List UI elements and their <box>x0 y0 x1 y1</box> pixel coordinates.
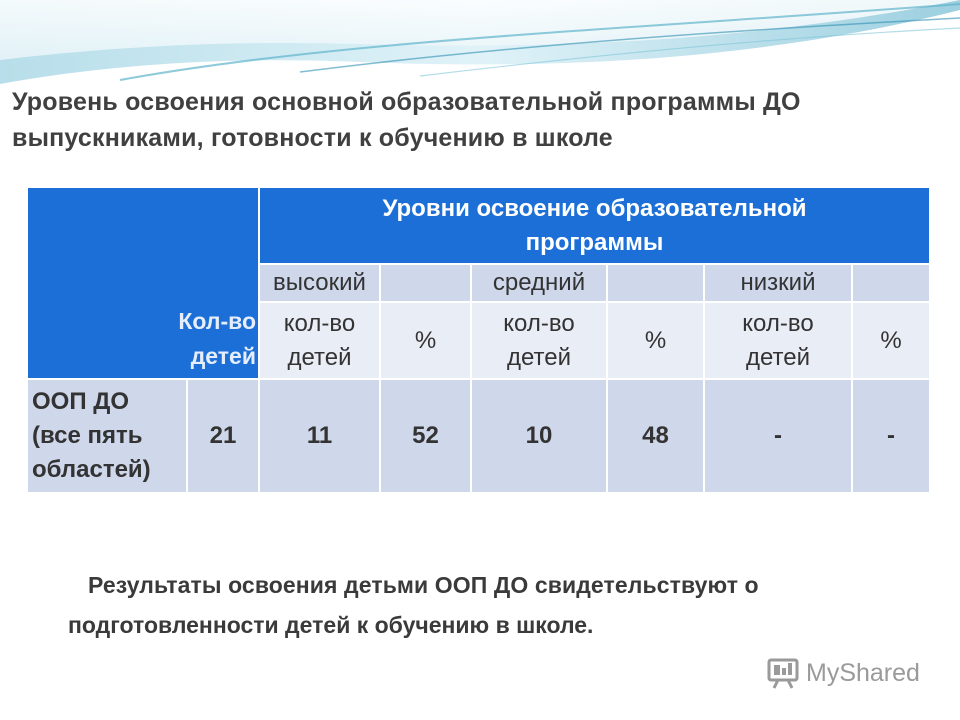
watermark <box>766 656 920 690</box>
row-label <box>27 379 187 493</box>
sub-percent-low: % <box>852 302 930 379</box>
sub-count-line-2: детей <box>287 343 352 371</box>
level-low-blank <box>852 264 930 302</box>
row-label-line-1: ООП ДО <box>32 388 130 415</box>
count-header-line-2: детей <box>190 343 256 369</box>
sub-count-line-2: детей <box>506 343 572 371</box>
count-header-line-1: Кол-во <box>178 308 256 334</box>
sub-percent-medium: % <box>607 302 704 379</box>
value-medium-count: 10 <box>471 379 607 493</box>
sub-percent-high: % <box>380 302 471 379</box>
level-high: высокий <box>259 264 380 302</box>
value-low-count: - <box>704 379 852 493</box>
sub-count-low <box>704 302 852 379</box>
sub-count-line-2: детей <box>745 343 811 371</box>
page-title <box>12 84 942 156</box>
projector-icon <box>766 656 800 690</box>
value-medium-percent: 48 <box>607 379 704 493</box>
decorative-wave <box>0 0 960 95</box>
levels-header-line-2: программы <box>525 228 664 256</box>
level-medium: средний <box>471 264 607 302</box>
level-medium-blank <box>607 264 704 302</box>
sub-count-line-1: кол-во <box>283 309 356 337</box>
row-label-line-3: областей) <box>32 456 151 483</box>
levels-table <box>26 186 931 494</box>
count-header <box>27 187 259 379</box>
value-low-percent: - <box>852 379 930 493</box>
conclusion-text <box>68 565 930 645</box>
row-label-line-2: (все пять <box>32 422 143 449</box>
value-high-count: 11 <box>259 379 380 493</box>
value-high-percent: 52 <box>380 379 471 493</box>
levels-header <box>259 187 930 264</box>
sub-count-line-1: кол-во <box>503 309 575 337</box>
watermark-text: MyShared <box>806 658 920 687</box>
title-line-2: выпускниками, готовности к обучению в школе <box>12 124 613 152</box>
table-row <box>27 379 930 493</box>
sub-count-line-1: кол-во <box>742 309 814 337</box>
title-line-1: Уровень освоения основной образовательной программы ДО <box>12 88 801 116</box>
level-high-blank <box>380 264 471 302</box>
value-total-count: 21 <box>187 379 259 493</box>
level-low: низкий <box>704 264 852 302</box>
conclusion-line-1: Результаты освоения детьми ООП ДО свидетельствуют о <box>88 572 759 598</box>
sub-count-high <box>259 302 380 379</box>
sub-count-medium <box>471 302 607 379</box>
conclusion-line-2: подготовленности детей к обучению в школе. <box>68 612 594 638</box>
levels-header-line-1: Уровни освоение образовательной <box>382 194 807 222</box>
